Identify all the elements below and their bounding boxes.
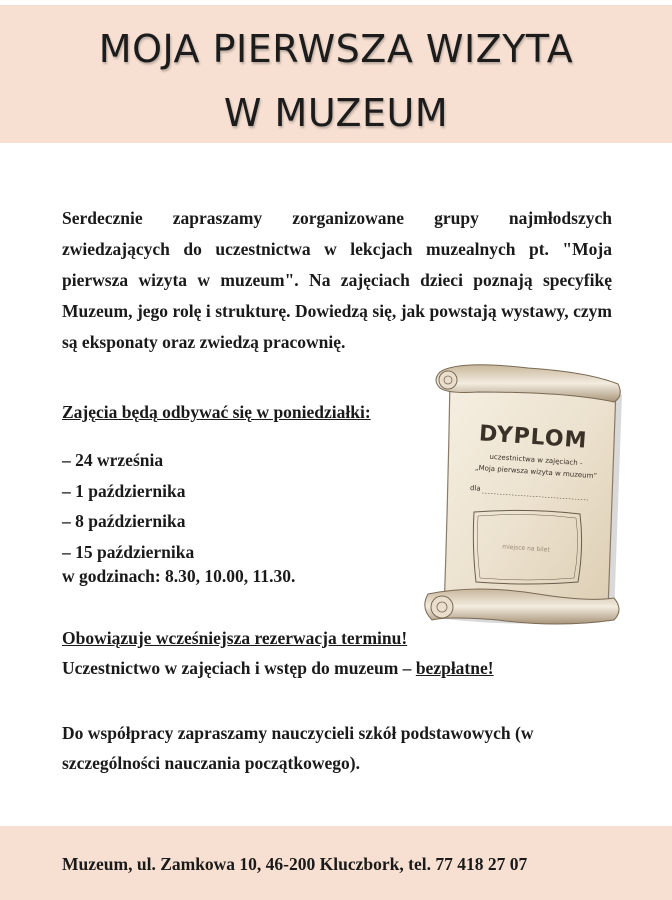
reservation-notice: Obowiązuje wcześniejsza rezerwacja terminu! (62, 628, 408, 648)
schedule-date: – 8 października (62, 511, 186, 531)
participation-line (62, 658, 494, 679)
free-admission-label: bezpłatne! (415, 658, 494, 678)
schedule-heading: Zajęcia będą odbywać się w poniedziałki: (62, 402, 371, 422)
diploma-title: DYPLOM (478, 421, 589, 454)
schedule-date: – 1 października (62, 480, 186, 501)
diploma-line1: uczestnictwa w zajęciach - (489, 452, 583, 468)
diploma-line2: „Moja pierwsza wizyta w muzeum” (474, 463, 598, 481)
diploma-photo-placeholder: miejsce na bilet (502, 543, 550, 554)
page-title-line2: W MUZEUM (223, 91, 449, 135)
header-band (0, 5, 672, 143)
schedule-date: – 15 października (62, 541, 195, 562)
cooperation-paragraph: Do współpracy zapraszamy nauczycieli szkół podstawowych (w szczególności nauczania początkowego). (62, 723, 534, 773)
diploma-scroll-illustration (418, 362, 628, 632)
schedule-date: – 24 września (62, 450, 164, 470)
footer-address: Muzeum, ul. Zamkowa 10, 46-200 Kluczbork, tel. 77 418 27 07 (62, 854, 528, 874)
page-title-line1: MOJA PIERWSZA WIZYTA (98, 27, 574, 71)
participation-text: Uczestnictwo w zajęciach i wstęp do muzeum – (62, 658, 416, 678)
schedule-hours: w godzinach: 8.30, 10.00, 11.30. (62, 566, 296, 586)
intro-paragraph: Serdecznie zapraszamy zorganizowane grupy najmłodszych zwiedzających do uczestnictwa w lekcjach muzealnych pt. "Moja pierwsza wizyta w muzeum". Na zajęciach dzieci poznają specyfikę Muzeum, jego rolę i strukturę. Dowiedzą się, jak powstają wystawy, czym są eksponaty oraz zwiedzą pracownię. (62, 208, 612, 352)
schedule-date-list (62, 445, 194, 567)
footer-band (0, 826, 672, 900)
diploma-for-label: dla (469, 484, 481, 493)
